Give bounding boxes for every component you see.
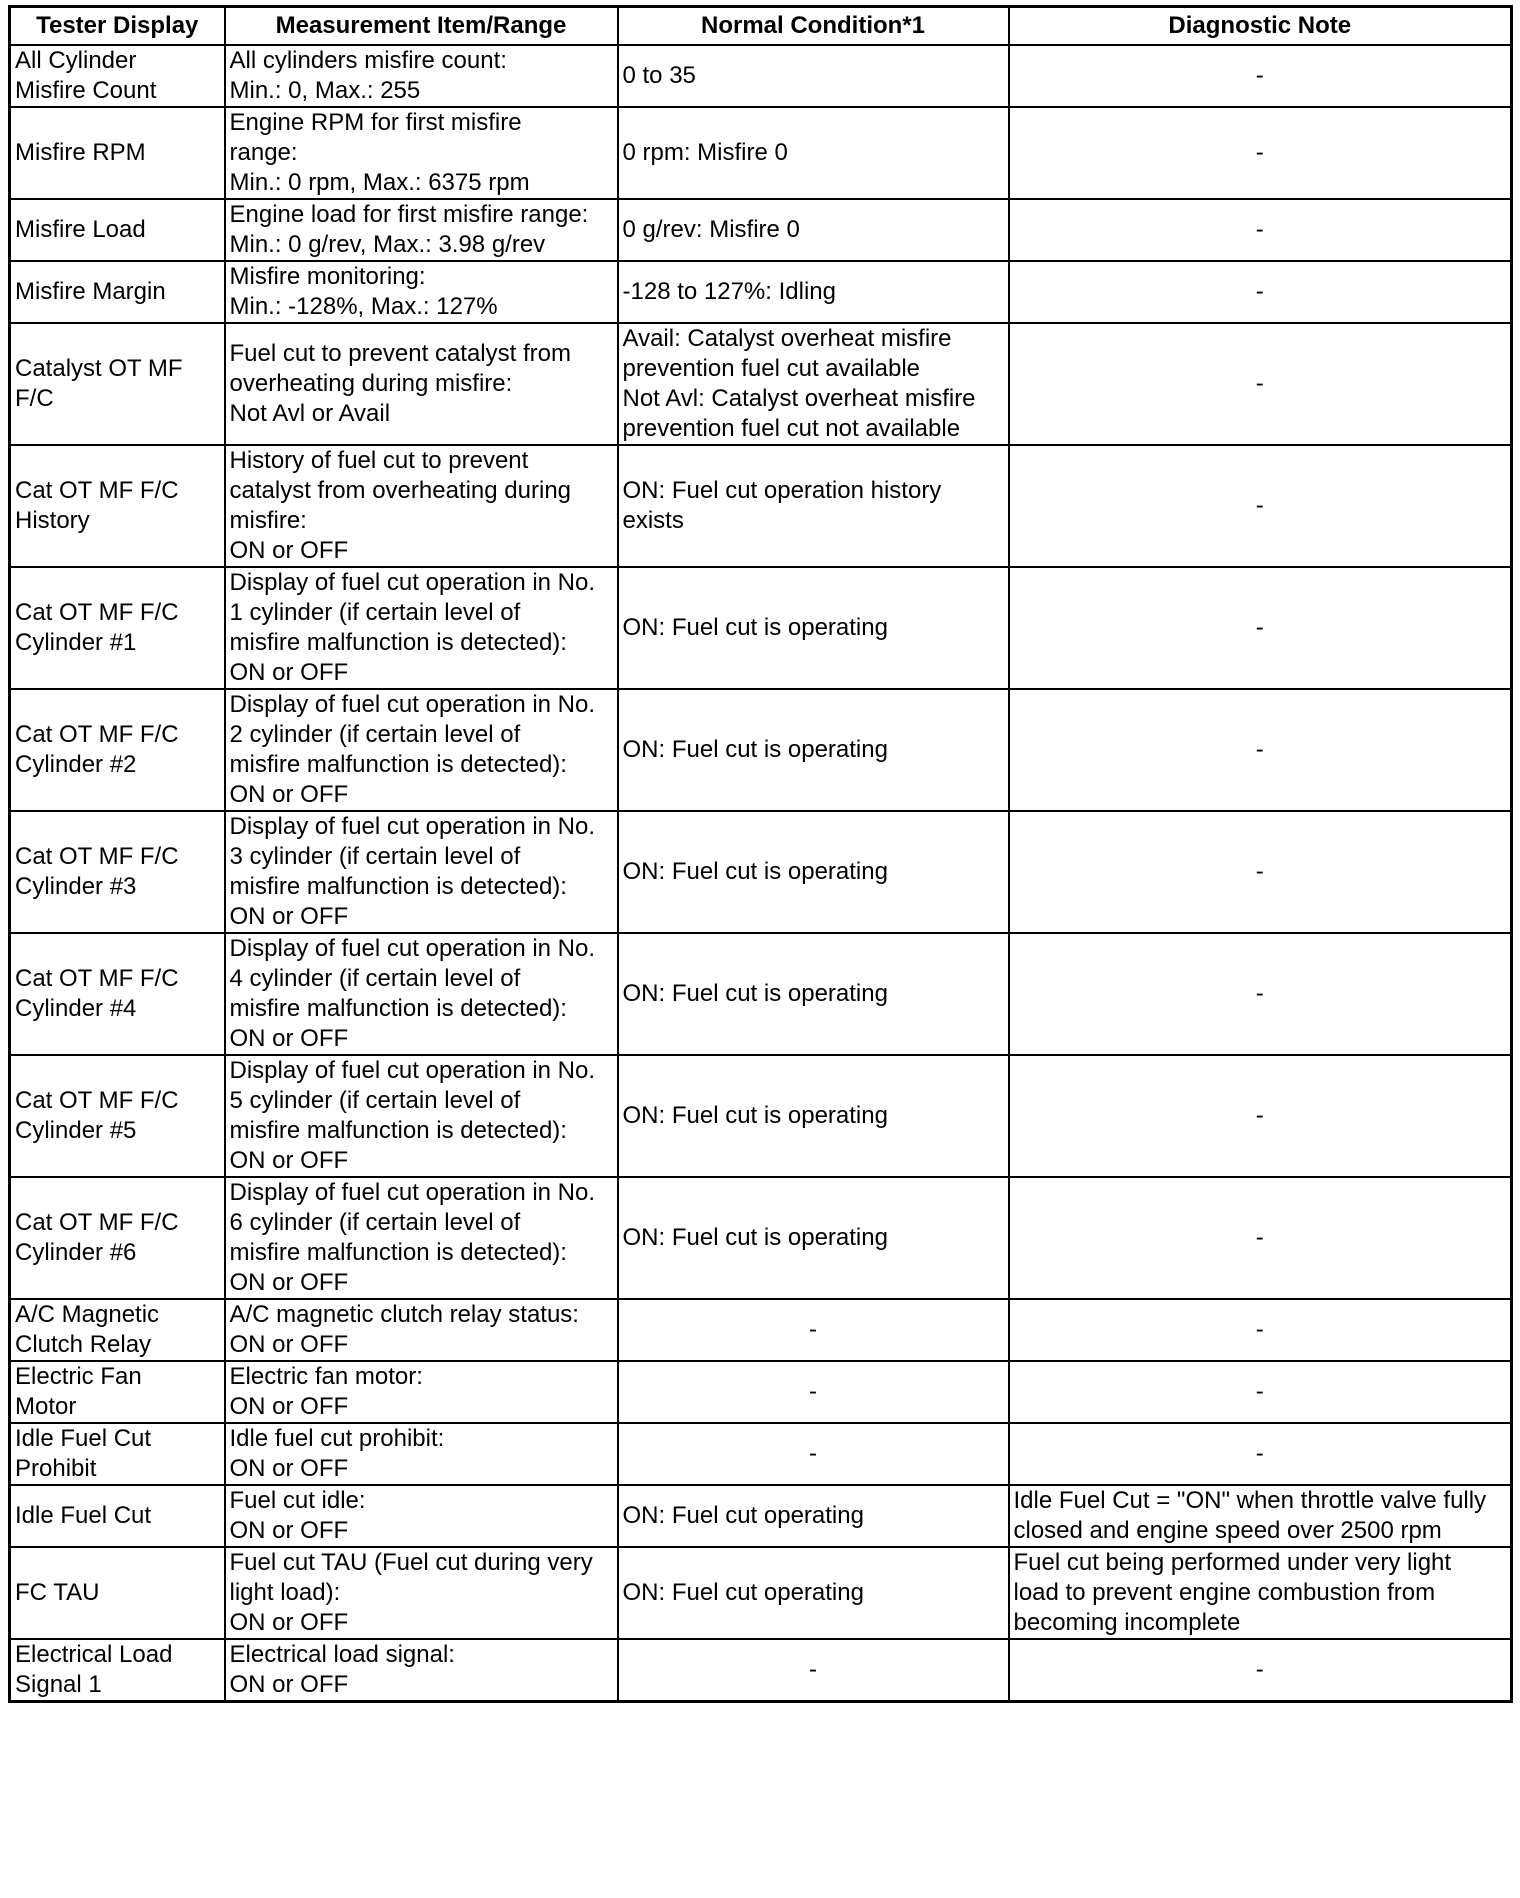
diagnostic-note-cell: - bbox=[1009, 1055, 1512, 1177]
table-row bbox=[10, 1299, 1512, 1361]
tester-display-cell: Cat OT MF F/C Cylinder #2 bbox=[10, 689, 225, 811]
diagnostic-note-cell: Fuel cut being performed under very light load to prevent engine combustion from becoming incomplete bbox=[1009, 1547, 1512, 1639]
normal-condition-cell: -128 to 127%: Idling bbox=[618, 261, 1009, 323]
header-row bbox=[10, 7, 1512, 46]
tester-display-cell: Electrical Load Signal 1 bbox=[10, 1639, 225, 1702]
tester-display-cell: Electric Fan Motor bbox=[10, 1361, 225, 1423]
measurement-item-cell: Display of fuel cut operation in No. 1 cylinder (if certain level of misfire malfunction is detected): ON or OFF bbox=[225, 567, 618, 689]
table-row bbox=[10, 567, 1512, 689]
normal-condition-cell: 0 g/rev: Misfire 0 bbox=[618, 199, 1009, 261]
table-row bbox=[10, 1639, 1512, 1702]
tester-display-cell: Cat OT MF F/C Cylinder #3 bbox=[10, 811, 225, 933]
table-row bbox=[10, 1547, 1512, 1639]
normal-condition-cell: ON: Fuel cut is operating bbox=[618, 1055, 1009, 1177]
table-row bbox=[10, 811, 1512, 933]
diagnostic-note-cell: Idle Fuel Cut = "ON" when throttle valve fully closed and engine speed over 2500 rpm bbox=[1009, 1485, 1512, 1547]
tester-display-cell: Misfire Load bbox=[10, 199, 225, 261]
measurement-item-cell: Display of fuel cut operation in No. 5 cylinder (if certain level of misfire malfunction is detected): ON or OFF bbox=[225, 1055, 618, 1177]
diagnostic-note-cell: - bbox=[1009, 567, 1512, 689]
table-row bbox=[10, 1361, 1512, 1423]
diagnostic-note-cell: - bbox=[1009, 199, 1512, 261]
tester-display-cell: Cat OT MF F/C Cylinder #6 bbox=[10, 1177, 225, 1299]
header-normal-condition: Normal Condition*1 bbox=[618, 7, 1009, 46]
measurement-item-cell: Electrical load signal: ON or OFF bbox=[225, 1639, 618, 1702]
tester-display-cell: Cat OT MF F/C Cylinder #4 bbox=[10, 933, 225, 1055]
measurement-item-cell: Display of fuel cut operation in No. 3 cylinder (if certain level of misfire malfunction is detected): ON or OFF bbox=[225, 811, 618, 933]
table-body bbox=[10, 45, 1512, 1702]
tester-display-cell: FC TAU bbox=[10, 1547, 225, 1639]
table-row bbox=[10, 1177, 1512, 1299]
measurement-item-cell: All cylinders misfire count: Min.: 0, Max.: 255 bbox=[225, 45, 618, 107]
tester-display-cell: Misfire RPM bbox=[10, 107, 225, 199]
measurement-item-cell: Engine load for first misfire range: Min.: 0 g/rev, Max.: 3.98 g/rev bbox=[225, 199, 618, 261]
table-header bbox=[10, 7, 1512, 46]
measurement-item-cell: Display of fuel cut operation in No. 6 cylinder (if certain level of misfire malfunction is detected): ON or OFF bbox=[225, 1177, 618, 1299]
measurement-item-cell: Display of fuel cut operation in No. 2 cylinder (if certain level of misfire malfunction is detected): ON or OFF bbox=[225, 689, 618, 811]
measurement-item-cell: Fuel cut idle: ON or OFF bbox=[225, 1485, 618, 1547]
header-measurement-item: Measurement Item/Range bbox=[225, 7, 618, 46]
normal-condition-cell: ON: Fuel cut is operating bbox=[618, 811, 1009, 933]
diagnostic-note-cell: - bbox=[1009, 1639, 1512, 1702]
tester-display-cell: Cat OT MF F/C Cylinder #1 bbox=[10, 567, 225, 689]
diagnostic-note-cell: - bbox=[1009, 107, 1512, 199]
normal-condition-cell: ON: Fuel cut is operating bbox=[618, 933, 1009, 1055]
diagnostic-note-cell: - bbox=[1009, 445, 1512, 567]
normal-condition-cell: ON: Fuel cut is operating bbox=[618, 689, 1009, 811]
normal-condition-cell: ON: Fuel cut operating bbox=[618, 1485, 1009, 1547]
normal-condition-cell: 0 to 35 bbox=[618, 45, 1009, 107]
normal-condition-cell: ON: Fuel cut operation history exists bbox=[618, 445, 1009, 567]
measurement-item-cell: Display of fuel cut operation in No. 4 cylinder (if certain level of misfire malfunction is detected): ON or OFF bbox=[225, 933, 618, 1055]
normal-condition-cell: ON: Fuel cut operating bbox=[618, 1547, 1009, 1639]
table-row bbox=[10, 933, 1512, 1055]
table-row bbox=[10, 1055, 1512, 1177]
normal-condition-cell: 0 rpm: Misfire 0 bbox=[618, 107, 1009, 199]
diagnostic-note-cell: - bbox=[1009, 1423, 1512, 1485]
measurement-item-cell: Idle fuel cut prohibit: ON or OFF bbox=[225, 1423, 618, 1485]
tester-display-cell: A/C Magnetic Clutch Relay bbox=[10, 1299, 225, 1361]
tester-display-cell: Cat OT MF F/C History bbox=[10, 445, 225, 567]
tester-display-cell: Catalyst OT MF F/C bbox=[10, 323, 225, 445]
diagnostic-note-cell: - bbox=[1009, 1361, 1512, 1423]
table-row bbox=[10, 261, 1512, 323]
normal-condition-cell: Avail: Catalyst overheat misfire prevention fuel cut available Not Avl: Catalyst overheat misfire prevention fuel cut not available bbox=[618, 323, 1009, 445]
data-list-table bbox=[8, 5, 1513, 1703]
diagnostic-note-cell: - bbox=[1009, 323, 1512, 445]
diagnostic-note-cell: - bbox=[1009, 45, 1512, 107]
diagnostic-note-cell: - bbox=[1009, 1299, 1512, 1361]
diagnostic-note-cell: - bbox=[1009, 689, 1512, 811]
table-row bbox=[10, 45, 1512, 107]
tester-display-cell: Misfire Margin bbox=[10, 261, 225, 323]
measurement-item-cell: Engine RPM for first misfire range: Min.: 0 rpm, Max.: 6375 rpm bbox=[225, 107, 618, 199]
normal-condition-cell: ON: Fuel cut is operating bbox=[618, 567, 1009, 689]
normal-condition-cell: - bbox=[618, 1639, 1009, 1702]
diagnostic-note-cell: - bbox=[1009, 1177, 1512, 1299]
normal-condition-cell: - bbox=[618, 1361, 1009, 1423]
table-row bbox=[10, 445, 1512, 567]
tester-display-cell: All Cylinder Misfire Count bbox=[10, 45, 225, 107]
table-row bbox=[10, 107, 1512, 199]
measurement-item-cell: Electric fan motor: ON or OFF bbox=[225, 1361, 618, 1423]
table-row bbox=[10, 1485, 1512, 1547]
measurement-item-cell: Fuel cut TAU (Fuel cut during very light load): ON or OFF bbox=[225, 1547, 618, 1639]
measurement-item-cell: Misfire monitoring: Min.: -128%, Max.: 127% bbox=[225, 261, 618, 323]
table-row bbox=[10, 1423, 1512, 1485]
table-row bbox=[10, 199, 1512, 261]
measurement-item-cell: Fuel cut to prevent catalyst from overheating during misfire: Not Avl or Avail bbox=[225, 323, 618, 445]
normal-condition-cell: - bbox=[618, 1299, 1009, 1361]
header-tester-display: Tester Display bbox=[10, 7, 225, 46]
tester-display-cell: Idle Fuel Cut Prohibit bbox=[10, 1423, 225, 1485]
diagnostic-note-cell: - bbox=[1009, 811, 1512, 933]
table-row bbox=[10, 323, 1512, 445]
header-diagnostic-note: Diagnostic Note bbox=[1009, 7, 1512, 46]
measurement-item-cell: History of fuel cut to prevent catalyst from overheating during misfire: ON or OFF bbox=[225, 445, 618, 567]
tester-display-cell: Cat OT MF F/C Cylinder #5 bbox=[10, 1055, 225, 1177]
normal-condition-cell: - bbox=[618, 1423, 1009, 1485]
measurement-item-cell: A/C magnetic clutch relay status: ON or OFF bbox=[225, 1299, 618, 1361]
diagnostic-note-cell: - bbox=[1009, 261, 1512, 323]
tester-display-cell: Idle Fuel Cut bbox=[10, 1485, 225, 1547]
normal-condition-cell: ON: Fuel cut is operating bbox=[618, 1177, 1009, 1299]
table-row bbox=[10, 689, 1512, 811]
diagnostic-note-cell: - bbox=[1009, 933, 1512, 1055]
